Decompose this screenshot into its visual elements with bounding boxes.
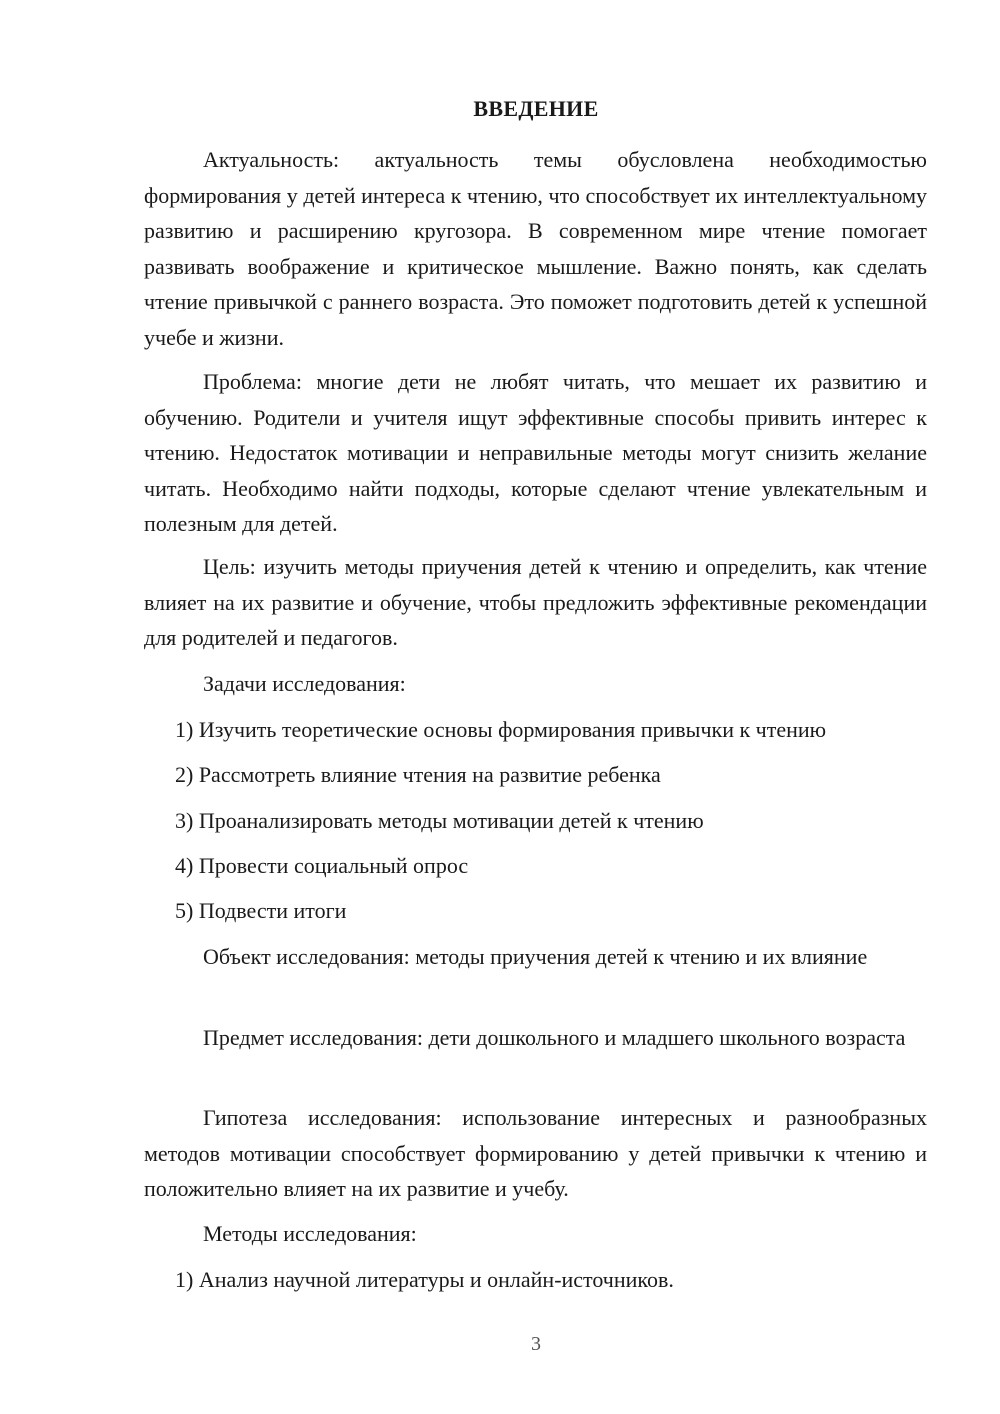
task-item: 3) Проанализировать методы мотивации детей к чтению [175,808,704,833]
method-item: 1) Анализ научной литературы и онлайн-источников. [175,1267,674,1292]
task-item: 4) Провести социальный опрос [175,853,469,878]
goal-paragraph: Цель: изучить методы приучения детей к чтению и определить, как чтение влияет на их развитие и обучение, чтобы предложить эффективные рекомендации для родителей и педагогов. [144,554,927,650]
page-number: 3 [531,1333,541,1355]
object-paragraph: Объект исследования: методы приучения детей к чтению и их влияние [203,944,868,969]
page-title: ВВЕДЕНИЕ [473,96,599,121]
task-item: 2) Рассмотреть влияние чтения на развитие ребенка [175,762,661,787]
hypothesis-paragraph: Гипотеза исследования: использование интересных и разнообразных методов мотивации способствует формированию у детей привычки к чтению и положительно влияет на их развитие и учебу. [144,1105,927,1201]
problem-paragraph: Проблема: многие дети не любят читать, что мешает их развитию и обучению. Родители и учителя ищут эффективные способы привить интерес к чтению. Недостаток мотивации и неправильные методы могут снизить желание читать. Необходимо найти подходы, которые сделают чтение увлекательным и полезным для детей. [144,369,927,536]
tasks-heading: Задачи исследования: [203,671,406,696]
relevance-paragraph: Актуальность: актуальность темы обусловлена необходимостью формирования у детей интереса к чтению, что способствует их интеллектуальному развитию и расширению кругозора. В современном мире чтение помогает развивать воображение и критическое мышление. Важно понять, как сделать чтение привычкой с раннего возраста. Это поможет подготовить детей к успешной учебе и жизни. [144,147,927,350]
methods-heading: Методы исследования: [203,1221,417,1246]
task-item: 5) Подвести итоги [175,898,347,923]
task-item: 1) Изучить теоретические основы формирования привычки к чтению [175,717,827,742]
subject-paragraph: Предмет исследования: дети дошкольного и младшего школьного возраста [203,1025,906,1050]
